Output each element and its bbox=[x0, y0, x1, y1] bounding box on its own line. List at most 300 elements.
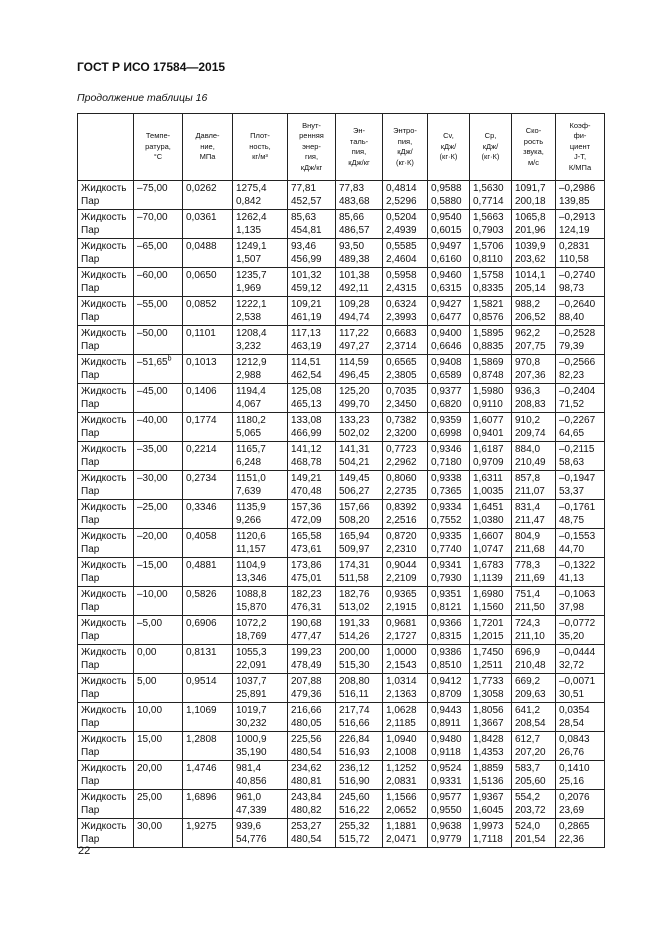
liquid-value: 1,6607 bbox=[473, 531, 504, 542]
temperature-cell: –35,00 bbox=[134, 442, 183, 471]
rho-cell bbox=[233, 326, 288, 355]
liquid-value: 109,28 bbox=[339, 299, 370, 310]
cv-cell bbox=[428, 181, 470, 210]
vapor-value: 0,7930 bbox=[431, 573, 462, 584]
vapor-value: 35,20 bbox=[559, 631, 585, 642]
vapor-value: 209,74 bbox=[515, 428, 546, 439]
vapor-value: 506,27 bbox=[339, 486, 370, 497]
phase-label: Жидкость bbox=[81, 589, 127, 600]
table-row bbox=[78, 268, 605, 297]
vapor-value: 516,22 bbox=[339, 805, 370, 816]
rho-cell bbox=[233, 297, 288, 326]
cp-cell bbox=[470, 645, 512, 674]
table-row bbox=[78, 471, 605, 500]
liquid-value: –0,2640 bbox=[559, 299, 596, 310]
liquid-value: 0,9540 bbox=[431, 212, 462, 223]
liquid-value: 1,7450 bbox=[473, 647, 504, 658]
vapor-value: 110,58 bbox=[559, 254, 589, 265]
phase-label: Пар bbox=[81, 515, 100, 526]
vapor-value: 0,5880 bbox=[431, 196, 462, 207]
liquid-value: 1135,9 bbox=[236, 502, 266, 513]
phase-label: Пар bbox=[81, 341, 100, 352]
vapor-value: 0,8911 bbox=[431, 718, 461, 729]
jt-cell bbox=[556, 500, 605, 529]
liquid-value: 1,5895 bbox=[473, 328, 504, 339]
liquid-value: 751,4 bbox=[515, 589, 541, 600]
liquid-value: 101,32 bbox=[291, 270, 322, 281]
liquid-value: 962,2 bbox=[515, 328, 541, 339]
h-cell bbox=[336, 732, 383, 761]
vapor-value: 0,7714 bbox=[473, 196, 504, 207]
w-cell bbox=[512, 500, 556, 529]
liquid-value: 1,6187 bbox=[473, 444, 504, 455]
liquid-value: 0,9359 bbox=[431, 415, 462, 426]
vapor-value: 2,3805 bbox=[386, 370, 417, 381]
liquid-value: 1,5980 bbox=[473, 386, 504, 397]
liquid-value: 199,23 bbox=[291, 647, 322, 658]
liquid-value: 0,9681 bbox=[386, 618, 417, 629]
vapor-value: 2,2735 bbox=[386, 486, 417, 497]
data-table bbox=[77, 113, 605, 848]
phase-label: Жидкость bbox=[81, 647, 127, 658]
cv-cell bbox=[428, 355, 470, 384]
s-cell bbox=[383, 761, 428, 790]
vapor-value: 2,3450 bbox=[386, 399, 417, 410]
h-cell bbox=[336, 326, 383, 355]
cv-cell bbox=[428, 558, 470, 587]
h-cell bbox=[336, 442, 383, 471]
vapor-value: 486,57 bbox=[339, 225, 370, 236]
column-header: Давле- ние, МПа bbox=[183, 114, 233, 181]
phase-cell bbox=[78, 413, 134, 442]
h-cell bbox=[336, 819, 383, 848]
phase-label: Пар bbox=[81, 631, 100, 642]
h-cell bbox=[336, 529, 383, 558]
liquid-value: 0,9480 bbox=[431, 734, 462, 745]
temperature-cell: –25,00 bbox=[134, 500, 183, 529]
pressure-cell: 0,1013 bbox=[183, 355, 233, 384]
cp-cell bbox=[470, 790, 512, 819]
liquid-value: 1091,7 bbox=[515, 183, 546, 194]
vapor-value: 499,70 bbox=[339, 399, 370, 410]
pressure-cell: 0,2734 bbox=[183, 471, 233, 500]
cv-cell bbox=[428, 210, 470, 239]
liquid-value: 225,56 bbox=[291, 734, 322, 745]
phase-cell bbox=[78, 529, 134, 558]
table-row bbox=[78, 297, 605, 326]
liquid-value: 1,9367 bbox=[473, 792, 504, 803]
liquid-value: 939,6 bbox=[236, 821, 262, 832]
liquid-value: 910,2 bbox=[515, 415, 541, 426]
liquid-value: 1,7733 bbox=[473, 676, 504, 687]
s-cell bbox=[383, 210, 428, 239]
pressure-cell: 0,5826 bbox=[183, 587, 233, 616]
vapor-value: 454,81 bbox=[291, 225, 322, 236]
phase-label: Пар bbox=[81, 428, 100, 439]
table-row bbox=[78, 355, 605, 384]
vapor-value: 2,1008 bbox=[386, 747, 417, 758]
vapor-value: 480,54 bbox=[291, 747, 322, 758]
cp-cell bbox=[470, 384, 512, 413]
vapor-value: 0,6820 bbox=[431, 399, 462, 410]
cp-cell bbox=[470, 558, 512, 587]
jt-cell bbox=[556, 471, 605, 500]
vapor-value: 210,49 bbox=[515, 457, 546, 468]
cv-cell bbox=[428, 703, 470, 732]
phase-cell bbox=[78, 239, 134, 268]
phase-cell bbox=[78, 732, 134, 761]
w-cell bbox=[512, 732, 556, 761]
vapor-value: 496,45 bbox=[339, 370, 370, 381]
liquid-value: 641,2 bbox=[515, 705, 541, 716]
liquid-value: 0,9341 bbox=[431, 560, 462, 571]
column-header bbox=[78, 114, 134, 181]
vapor-value: 2,1915 bbox=[386, 602, 417, 613]
vapor-value: 88,40 bbox=[559, 312, 585, 323]
vapor-value: 1,969 bbox=[236, 283, 262, 294]
table-row bbox=[78, 790, 605, 819]
liquid-value: 0,9338 bbox=[431, 473, 462, 484]
rho-cell bbox=[233, 616, 288, 645]
vapor-value: 18,769 bbox=[236, 631, 267, 642]
w-cell bbox=[512, 790, 556, 819]
vapor-value: 1,5136 bbox=[473, 776, 504, 787]
h-cell bbox=[336, 645, 383, 674]
u-cell bbox=[288, 558, 336, 587]
vapor-value: 515,30 bbox=[339, 660, 370, 671]
vapor-value: 462,54 bbox=[291, 370, 322, 381]
pressure-cell: 0,0488 bbox=[183, 239, 233, 268]
column-header: Внут- ренняя энер- гия, кДж/кг bbox=[288, 114, 336, 181]
phase-label: Пар bbox=[81, 573, 100, 584]
liquid-value: 0,8392 bbox=[386, 502, 417, 513]
vapor-value: 2,5296 bbox=[386, 196, 417, 207]
cv-cell bbox=[428, 500, 470, 529]
vapor-value: 208,83 bbox=[515, 399, 546, 410]
w-cell bbox=[512, 587, 556, 616]
vapor-value: 207,20 bbox=[515, 747, 546, 758]
u-cell bbox=[288, 674, 336, 703]
vapor-value: 0,6160 bbox=[431, 254, 462, 265]
liquid-value: 1,0628 bbox=[386, 705, 417, 716]
vapor-value: 44,70 bbox=[559, 544, 585, 555]
column-header: Эн- таль- пия, кДж/кг bbox=[336, 114, 383, 181]
liquid-value: 149,45 bbox=[339, 473, 370, 484]
vapor-value: 7,639 bbox=[236, 486, 262, 497]
pressure-cell: 1,9275 bbox=[183, 819, 233, 848]
liquid-value: –0,0444 bbox=[559, 647, 596, 658]
liquid-value: 831,4 bbox=[515, 502, 541, 513]
h-cell bbox=[336, 355, 383, 384]
liquid-value: 1222,1 bbox=[236, 299, 267, 310]
vapor-value: 2,3714 bbox=[386, 341, 417, 352]
w-cell bbox=[512, 210, 556, 239]
liquid-value: 173,86 bbox=[291, 560, 322, 571]
table-row bbox=[78, 239, 605, 268]
phase-label: Пар bbox=[81, 225, 100, 236]
column-header: Cv, кДж/ (кг·К) bbox=[428, 114, 470, 181]
jt-cell bbox=[556, 674, 605, 703]
jt-cell bbox=[556, 529, 605, 558]
vapor-value: 1,3667 bbox=[473, 718, 504, 729]
liquid-value: 804,9 bbox=[515, 531, 541, 542]
table-caption: Продолжение таблицы 16 bbox=[77, 92, 208, 104]
vapor-value: 478,49 bbox=[291, 660, 322, 671]
vapor-value: 2,2310 bbox=[386, 544, 417, 555]
liquid-value: 85,66 bbox=[339, 212, 365, 223]
liquid-value: 1,9973 bbox=[473, 821, 504, 832]
page-number: 22 bbox=[78, 845, 91, 857]
column-header: Энтро- пия, кДж/ (кг·К) bbox=[383, 114, 428, 181]
vapor-value: 64,65 bbox=[559, 428, 585, 439]
phase-label: Пар bbox=[81, 689, 100, 700]
vapor-value: 32,72 bbox=[559, 660, 585, 671]
rho-cell bbox=[233, 500, 288, 529]
vapor-value: 201,54 bbox=[515, 834, 546, 845]
phase-label: Жидкость bbox=[81, 241, 127, 252]
w-cell bbox=[512, 819, 556, 848]
s-cell bbox=[383, 500, 428, 529]
pressure-cell: 0,0650 bbox=[183, 268, 233, 297]
liquid-value: –0,0772 bbox=[559, 618, 596, 629]
column-header: Коэф- фи- циент J-T, К/МПа bbox=[556, 114, 605, 181]
liquid-value: 101,38 bbox=[339, 270, 370, 281]
liquid-value: 524,0 bbox=[515, 821, 541, 832]
liquid-value: 253,27 bbox=[291, 821, 322, 832]
liquid-value: 1,1252 bbox=[386, 763, 417, 774]
liquid-value: 1000,9 bbox=[236, 734, 267, 745]
vapor-value: 208,54 bbox=[515, 718, 546, 729]
jt-cell bbox=[556, 210, 605, 239]
table-row bbox=[78, 384, 605, 413]
liquid-value: 182,23 bbox=[291, 589, 322, 600]
vapor-value: 0,6477 bbox=[431, 312, 462, 323]
vapor-value: 489,38 bbox=[339, 254, 370, 265]
liquid-value: 191,33 bbox=[339, 618, 370, 629]
table-row bbox=[78, 703, 605, 732]
pressure-cell: 0,6906 bbox=[183, 616, 233, 645]
jt-cell bbox=[556, 790, 605, 819]
liquid-value: 0,9366 bbox=[431, 618, 462, 629]
vapor-value: 207,36 bbox=[515, 370, 546, 381]
phase-cell bbox=[78, 210, 134, 239]
liquid-value: 583,7 bbox=[515, 763, 541, 774]
temperature-cell: –10,00 bbox=[134, 587, 183, 616]
vapor-value: 1,2015 bbox=[473, 631, 504, 642]
vapor-value: 479,36 bbox=[291, 689, 322, 700]
vapor-value: 211,10 bbox=[515, 631, 545, 642]
footnote-marker: b bbox=[167, 355, 172, 363]
u-cell bbox=[288, 210, 336, 239]
liquid-value: 0,6683 bbox=[386, 328, 417, 339]
phase-cell bbox=[78, 790, 134, 819]
liquid-value: 778,3 bbox=[515, 560, 541, 571]
cp-cell bbox=[470, 703, 512, 732]
vapor-value: 1,1139 bbox=[473, 573, 503, 584]
liquid-value: 208,80 bbox=[339, 676, 370, 687]
document-title: ГОСТ Р ИСО 17584—2015 bbox=[77, 60, 226, 74]
liquid-value: 216,66 bbox=[291, 705, 322, 716]
liquid-value: 0,9577 bbox=[431, 792, 462, 803]
rho-cell bbox=[233, 268, 288, 297]
vapor-value: 211,69 bbox=[515, 573, 545, 584]
temperature-cell: 30,00 bbox=[134, 819, 183, 848]
s-cell bbox=[383, 703, 428, 732]
table-row bbox=[78, 616, 605, 645]
liquid-value: 243,84 bbox=[291, 792, 322, 803]
s-cell bbox=[383, 645, 428, 674]
s-cell bbox=[383, 355, 428, 384]
temperature-cell: –45,00 bbox=[134, 384, 183, 413]
liquid-value: 0,7723 bbox=[386, 444, 417, 455]
w-cell bbox=[512, 297, 556, 326]
column-header: Ско- рость звука, м/с bbox=[512, 114, 556, 181]
liquid-value: 0,8720 bbox=[386, 531, 417, 542]
vapor-value: 2,2516 bbox=[386, 515, 417, 526]
vapor-value: 23,69 bbox=[559, 805, 585, 816]
s-cell bbox=[383, 413, 428, 442]
phase-label: Жидкость bbox=[81, 183, 127, 194]
temperature-cell: –50,00 bbox=[134, 326, 183, 355]
liquid-value: 669,2 bbox=[515, 676, 541, 687]
cp-cell bbox=[470, 181, 512, 210]
liquid-value: 0,4814 bbox=[386, 183, 417, 194]
cv-cell bbox=[428, 645, 470, 674]
h-cell bbox=[336, 616, 383, 645]
temperature-cell: –15,00 bbox=[134, 558, 183, 587]
temperature-cell: 25,00 bbox=[134, 790, 183, 819]
pressure-cell: 1,2808 bbox=[183, 732, 233, 761]
rho-cell bbox=[233, 558, 288, 587]
cv-cell bbox=[428, 268, 470, 297]
vapor-value: 0,7365 bbox=[431, 486, 462, 497]
vapor-value: 0,9118 bbox=[431, 747, 461, 758]
jt-cell bbox=[556, 413, 605, 442]
phase-label: Пар bbox=[81, 776, 100, 787]
cp-cell bbox=[470, 413, 512, 442]
vapor-value: 30,51 bbox=[559, 689, 585, 700]
liquid-value: 1165,7 bbox=[236, 444, 266, 455]
liquid-value: 1,6451 bbox=[473, 502, 504, 513]
phase-label: Пар bbox=[81, 544, 100, 555]
liquid-value: 93,50 bbox=[339, 241, 365, 252]
temperature-cell: –65,00 bbox=[134, 239, 183, 268]
vapor-value: 504,21 bbox=[339, 457, 370, 468]
rho-cell bbox=[233, 413, 288, 442]
u-cell bbox=[288, 529, 336, 558]
liquid-value: 93,46 bbox=[291, 241, 317, 252]
table-row bbox=[78, 558, 605, 587]
vapor-value: 2,1727 bbox=[386, 631, 417, 642]
vapor-value: 9,266 bbox=[236, 515, 262, 526]
phase-label: Пар bbox=[81, 370, 100, 381]
liquid-value: 114,51 bbox=[291, 357, 321, 368]
vapor-value: 463,19 bbox=[291, 341, 322, 352]
phase-cell bbox=[78, 268, 134, 297]
s-cell bbox=[383, 239, 428, 268]
phase-label: Пар bbox=[81, 457, 100, 468]
phase-label: Жидкость bbox=[81, 763, 127, 774]
liquid-value: 1,8056 bbox=[473, 705, 504, 716]
liquid-value: 125,20 bbox=[339, 386, 370, 397]
liquid-value: 1037,7 bbox=[236, 676, 267, 687]
liquid-value: 0,9346 bbox=[431, 444, 462, 455]
liquid-value: –0,1947 bbox=[559, 473, 596, 484]
liquid-value: 77,81 bbox=[291, 183, 317, 194]
vapor-value: 211,68 bbox=[515, 544, 545, 555]
liquid-value: 1,0314 bbox=[386, 676, 417, 687]
vapor-value: 25,16 bbox=[559, 776, 585, 787]
liquid-value: 0,9351 bbox=[431, 589, 462, 600]
phase-label: Пар bbox=[81, 747, 100, 758]
cp-cell bbox=[470, 471, 512, 500]
vapor-value: 0,9331 bbox=[431, 776, 462, 787]
cv-cell bbox=[428, 442, 470, 471]
jt-cell bbox=[556, 297, 605, 326]
w-cell bbox=[512, 268, 556, 297]
vapor-value: 124,19 bbox=[559, 225, 590, 236]
phase-cell bbox=[78, 558, 134, 587]
liquid-value: 1,5758 bbox=[473, 270, 504, 281]
cp-cell bbox=[470, 732, 512, 761]
w-cell bbox=[512, 674, 556, 703]
jt-cell bbox=[556, 384, 605, 413]
liquid-value: 117,13 bbox=[291, 328, 321, 339]
liquid-value: –0,2740 bbox=[559, 270, 596, 281]
liquid-value: 0,6324 bbox=[386, 299, 417, 310]
s-cell bbox=[383, 181, 428, 210]
phase-label: Жидкость bbox=[81, 386, 127, 397]
vapor-value: 210,48 bbox=[515, 660, 546, 671]
vapor-value: 516,11 bbox=[339, 689, 369, 700]
vapor-value: 480,54 bbox=[291, 834, 322, 845]
rho-cell bbox=[233, 355, 288, 384]
column-header: Темпе- ратура, °С bbox=[134, 114, 183, 181]
liquid-value: 0,5585 bbox=[386, 241, 417, 252]
liquid-value: 117,22 bbox=[339, 328, 369, 339]
liquid-value: 1,0940 bbox=[386, 734, 417, 745]
liquid-value: 1151,0 bbox=[236, 473, 266, 484]
vapor-value: 205,60 bbox=[515, 776, 546, 787]
liquid-value: 165,94 bbox=[339, 531, 370, 542]
liquid-value: 0,9408 bbox=[431, 357, 462, 368]
rho-cell bbox=[233, 384, 288, 413]
liquid-value: 207,88 bbox=[291, 676, 322, 687]
jt-cell bbox=[556, 239, 605, 268]
w-cell bbox=[512, 616, 556, 645]
vapor-value: 58,63 bbox=[559, 457, 585, 468]
cv-cell bbox=[428, 413, 470, 442]
vapor-value: 209,63 bbox=[515, 689, 546, 700]
vapor-value: 516,66 bbox=[339, 718, 370, 729]
phase-label: Жидкость bbox=[81, 618, 127, 629]
phase-label: Пар bbox=[81, 834, 100, 845]
rho-cell bbox=[233, 645, 288, 674]
vapor-value: 203,62 bbox=[515, 254, 546, 265]
u-cell bbox=[288, 790, 336, 819]
h-cell bbox=[336, 761, 383, 790]
u-cell bbox=[288, 268, 336, 297]
vapor-value: 483,68 bbox=[339, 196, 370, 207]
cv-cell bbox=[428, 297, 470, 326]
vapor-value: 41,13 bbox=[559, 573, 585, 584]
w-cell bbox=[512, 239, 556, 268]
liquid-value: 1194,4 bbox=[236, 386, 266, 397]
vapor-value: 515,72 bbox=[339, 834, 370, 845]
s-cell bbox=[383, 819, 428, 848]
table-row bbox=[78, 500, 605, 529]
phase-cell bbox=[78, 703, 134, 732]
